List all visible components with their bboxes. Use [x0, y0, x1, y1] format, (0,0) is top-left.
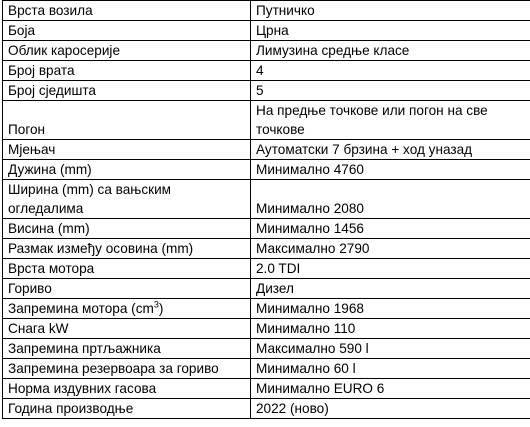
table-row: [3, 160, 530, 180]
spec-label: Врста возила: [3, 1, 251, 21]
table-row: [3, 1, 530, 21]
spec-label: Снага kW: [3, 319, 251, 339]
table-row: [3, 319, 530, 339]
spec-label: Мјењач: [3, 140, 251, 160]
spec-value: Путничко: [251, 1, 530, 21]
table-row: [3, 41, 530, 61]
spec-label: [3, 299, 251, 319]
spec-value: Дизел: [251, 279, 530, 299]
table-row: [3, 180, 530, 219]
table-row: [3, 21, 530, 41]
table-row: [3, 279, 530, 299]
spec-value: Минимално 1968: [251, 299, 530, 319]
spec-value: Аутоматски 7 брзина + ход уназад: [251, 140, 530, 160]
table-row: [3, 101, 530, 140]
spec-label: Размак између осовина (mm): [3, 239, 251, 259]
spec-value: Минимално 1456: [251, 219, 530, 239]
spec-value: Максимално 590 l: [251, 339, 530, 359]
spec-label: Дужина (mm): [3, 160, 251, 180]
spec-label: Гориво: [3, 279, 251, 299]
table-row: [3, 359, 530, 379]
table-row: [3, 259, 530, 279]
table-row: [3, 399, 530, 419]
spec-label: Година производње: [3, 399, 251, 419]
spec-label-superscript: 3: [153, 299, 159, 310]
spec-value: 2022 (ново): [251, 399, 530, 419]
spec-label: Висина (mm): [3, 219, 251, 239]
spec-label-suffix: ): [158, 301, 164, 316]
spec-value: 5: [251, 81, 530, 101]
vehicle-spec-table: [2, 0, 530, 419]
spec-label: Норма издувних гасова: [3, 379, 251, 399]
spec-label: Ширина (mm) са вањским огледалима: [3, 180, 251, 219]
spec-value: Минимално EURO 6: [251, 379, 530, 399]
table-row: [3, 339, 530, 359]
spec-label-prefix: Запремина мотора (cm: [8, 301, 154, 316]
table-row: [3, 379, 530, 399]
spec-value: На предње точкове или погон на све точкове: [251, 101, 530, 140]
spec-label: Погон: [3, 101, 251, 140]
spec-value: Лимузина средње класе: [251, 41, 530, 61]
spec-value: Црна: [251, 21, 530, 41]
spec-value: Минимално 60 l: [251, 359, 530, 379]
spec-label: Број врата: [3, 61, 251, 81]
spec-label: Запремина резервоара за гориво: [3, 359, 251, 379]
spec-value: Минимално 2080: [251, 180, 530, 219]
table-row: [3, 239, 530, 259]
table-row: [3, 219, 530, 239]
spec-label: Број сједишта: [3, 81, 251, 101]
table-row: [3, 81, 530, 101]
spec-value: 4: [251, 61, 530, 81]
spec-value: Максимално 2790: [251, 239, 530, 259]
spec-label: Боја: [3, 21, 251, 41]
table-row: [3, 140, 530, 160]
table-row: [3, 61, 530, 81]
spec-value: Минимално 4760: [251, 160, 530, 180]
spec-value: Минимално 110: [251, 319, 530, 339]
spec-label: Облик каросерије: [3, 41, 251, 61]
table-row: [3, 299, 530, 319]
spec-label: Врста мотора: [3, 259, 251, 279]
spec-label: Запремина пртљажника: [3, 339, 251, 359]
spec-value: 2.0 TDI: [251, 259, 530, 279]
